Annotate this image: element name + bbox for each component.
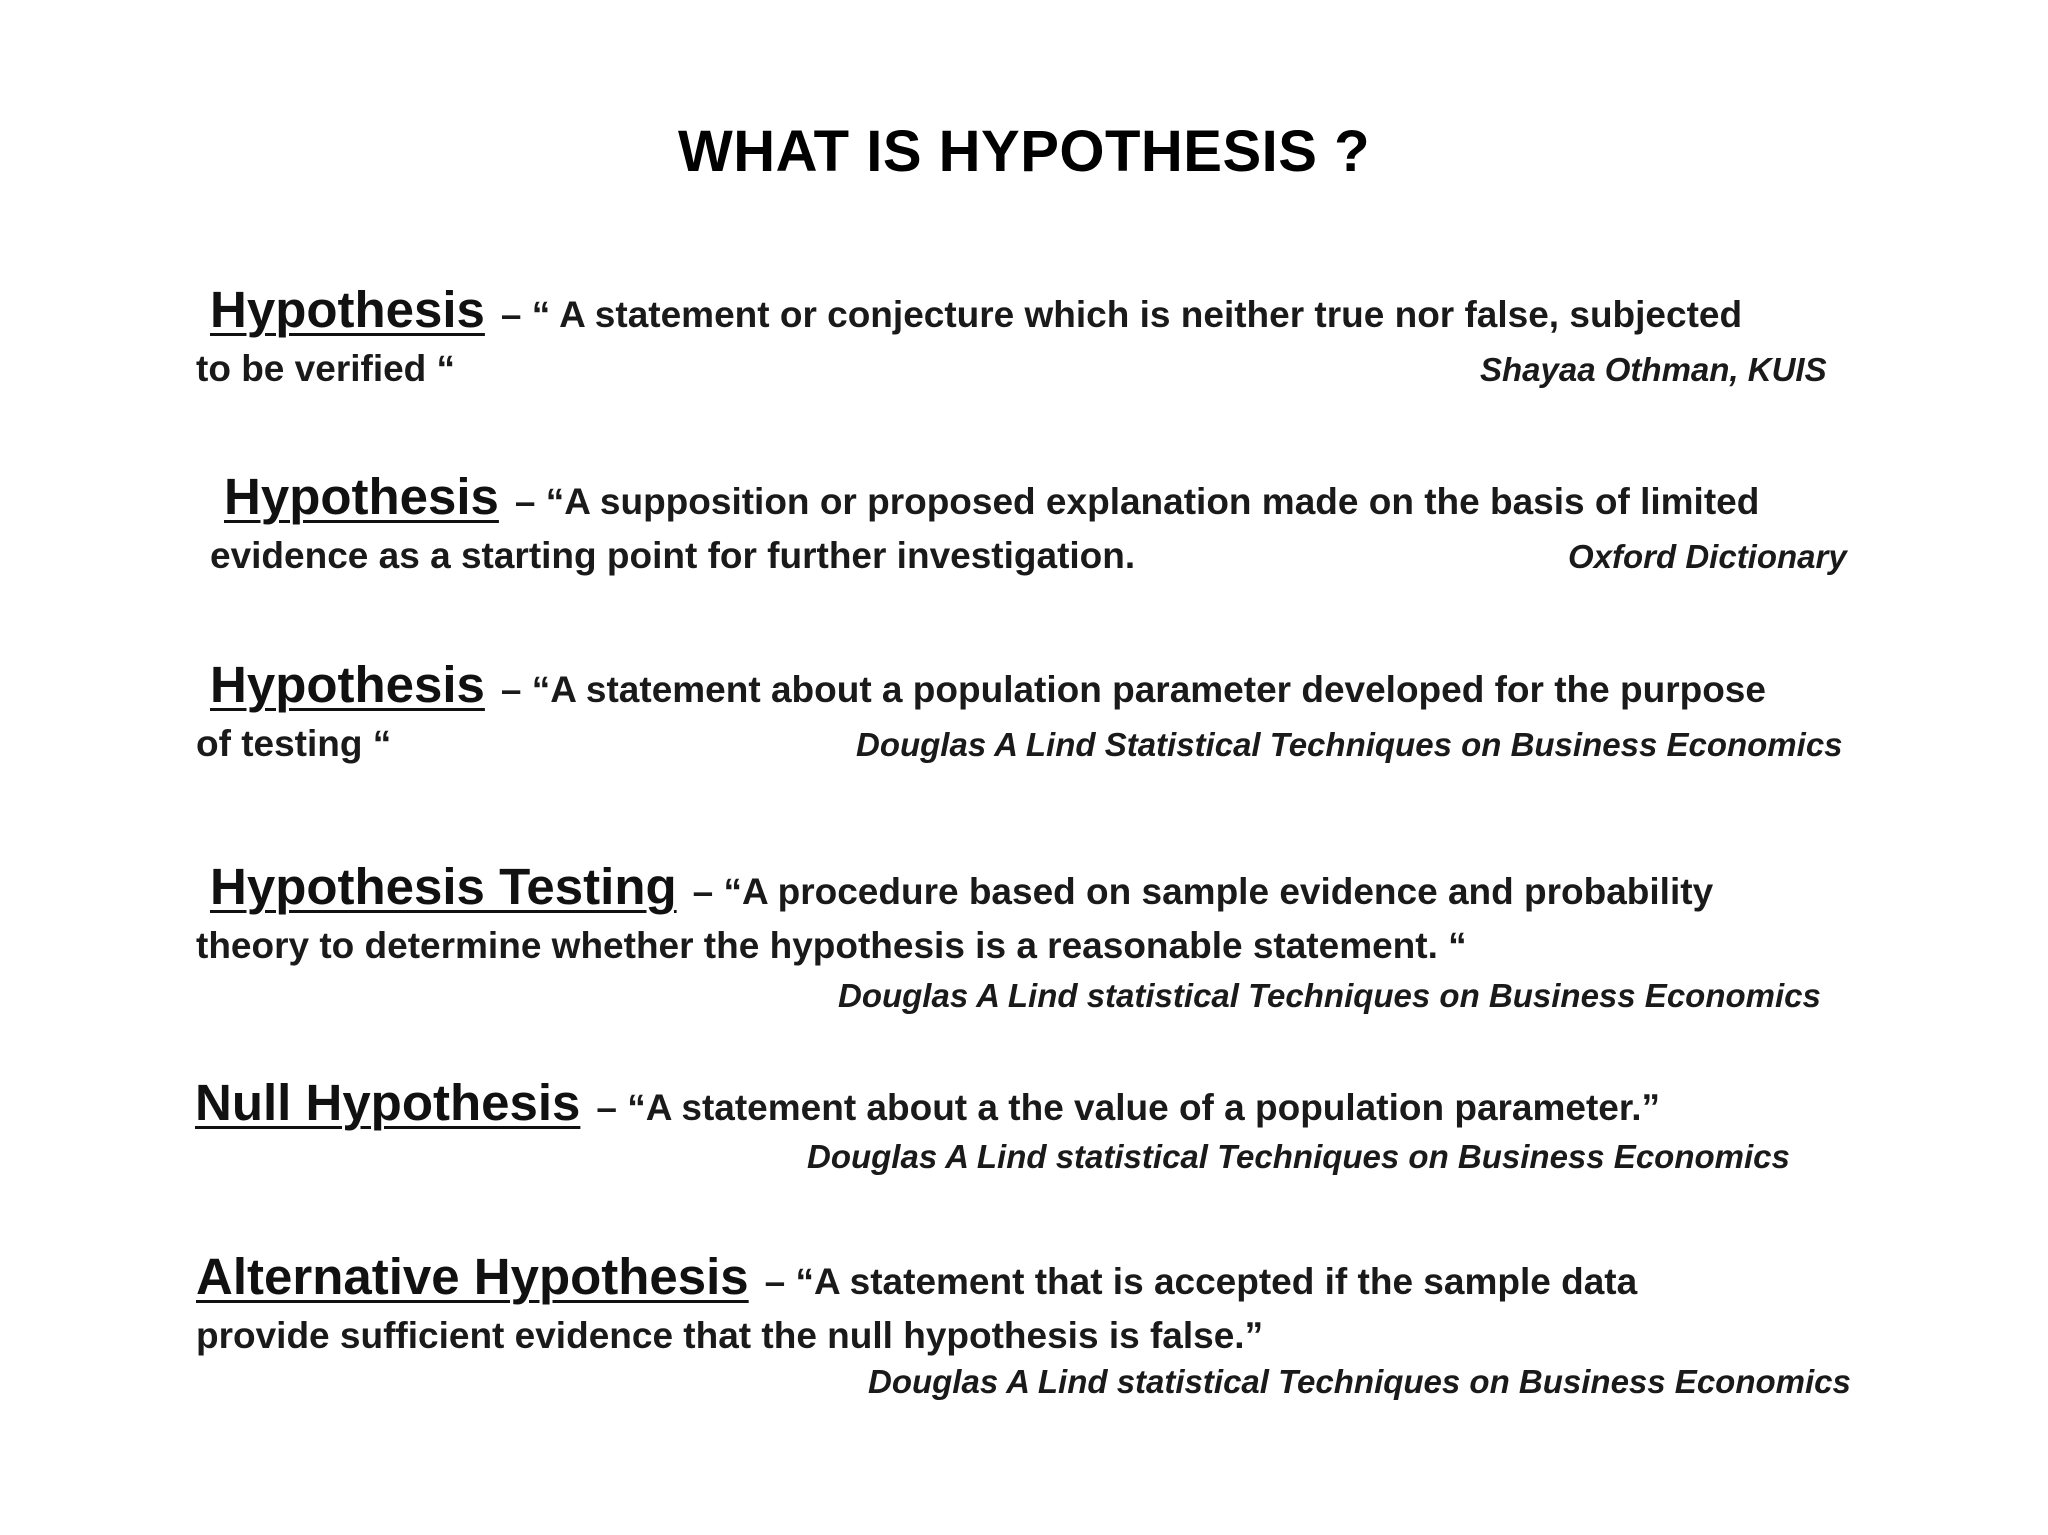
definition-line-1 bbox=[196, 1247, 1637, 1306]
definition-line-1 bbox=[196, 280, 1742, 339]
definition-line-1 bbox=[196, 857, 1713, 916]
slide-title: WHAT IS HYPOTHESIS ? bbox=[677, 119, 1371, 184]
definition-text-continued: theory to determine whether the hypothesis is a reasonable statement. “ bbox=[196, 925, 1467, 966]
source-citation: Oxford Dictionary bbox=[1568, 538, 1847, 575]
term: Alternative Hypothesis bbox=[196, 1248, 749, 1305]
source-citation: Douglas A Lind statistical Techniques on Business Economics bbox=[868, 1363, 1851, 1400]
definition-text-continued: to be verified “ bbox=[196, 348, 456, 389]
definition-line-1 bbox=[210, 467, 1759, 526]
definition-text-continued: evidence as a starting point for further investigation. bbox=[210, 535, 1136, 576]
definition-line-1 bbox=[196, 655, 1766, 714]
definition-text-continued: provide sufficient evidence that the null hypothesis is false.” bbox=[196, 1315, 1264, 1356]
term: Null Hypothesis bbox=[195, 1074, 581, 1131]
term: Hypothesis Testing bbox=[210, 858, 677, 915]
definition-text: – “A statement about a the value of a population parameter.” bbox=[596, 1087, 1661, 1128]
definition-line-1 bbox=[181, 1073, 1660, 1132]
term: Hypothesis bbox=[210, 281, 485, 338]
definition-text: – “A supposition or proposed explanation made on the basis of limited bbox=[514, 481, 1760, 522]
source-citation: Shayaa Othman, KUIS bbox=[1480, 351, 1827, 388]
source-citation: Douglas A Lind statistical Techniques on Business Economics bbox=[807, 1138, 1790, 1175]
definition-text: – “A statement that is accepted if the sample data bbox=[764, 1261, 1638, 1302]
definition-text: – “A procedure based on sample evidence and probability bbox=[692, 871, 1714, 912]
definition-text: – “A statement about a population parameter developed for the purpose bbox=[500, 669, 1766, 710]
source-citation: Douglas A Lind Statistical Techniques on Business Economics bbox=[856, 726, 1843, 763]
source-citation: Douglas A Lind statistical Techniques on Business Economics bbox=[838, 977, 1821, 1014]
term: Hypothesis bbox=[224, 468, 499, 525]
term: Hypothesis bbox=[210, 656, 485, 713]
definition-text: – “ A statement or conjecture which is neither true nor false, subjected bbox=[500, 294, 1743, 335]
definition-text-continued: of testing “ bbox=[196, 723, 392, 764]
